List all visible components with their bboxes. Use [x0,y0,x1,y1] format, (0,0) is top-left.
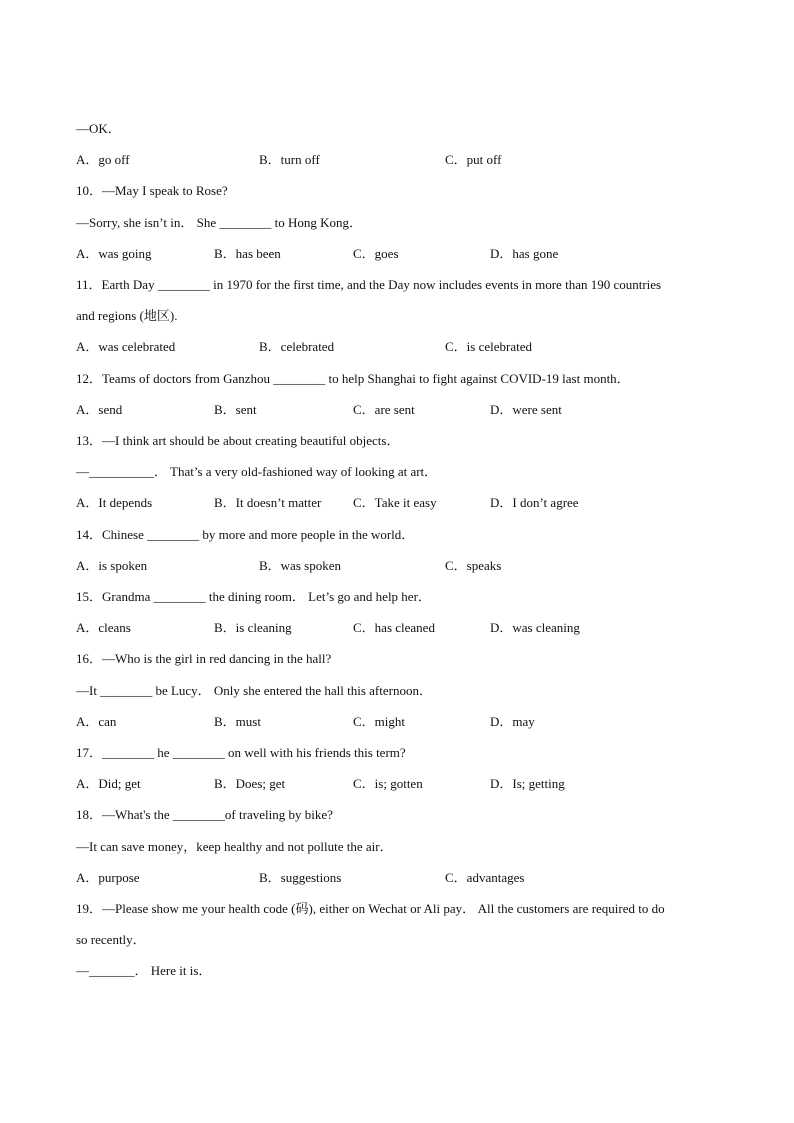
q12-option-b: B．sent [214,402,257,417]
q11-option-b: B．celebrated [259,339,335,354]
q12-option-a: A．send [76,402,123,417]
q16-answer-line: —It ________ be Lucy． Only she entered the hall this afternoon． [76,683,432,698]
q13-option-d: D．I don’t agree [490,495,579,510]
q15-question: 15．Grandma ________ the dining room． Let’s go and help her． [76,589,431,604]
q18-answer-line: —It can save money，keep healthy and not pollute the air． [76,839,393,854]
q12-question: 12．Teams of doctors from Ganzhou ________ to help Shanghai to fight against COVID-19 last month． [76,371,630,386]
q9-answer-line: —OK． [76,121,121,136]
q10-question: 10．—May I speak to Rose? [76,183,228,198]
q16-option-c: C．might [353,714,406,729]
q17-option-d: D．Is; getting [490,776,565,791]
q11-option-a: A．was celebrated [76,339,176,354]
q19-question-cont: so recently． [76,932,146,947]
q14-option-b: B．was spoken [259,558,341,573]
q18-option-b: B．suggestions [259,870,342,885]
q10-option-c: C．goes [353,246,399,261]
q13-question: 13．—I think art should be about creating beautiful objects． [76,433,400,448]
q10-answer-line: —Sorry, she isn’t in． She ________ to Hong Kong． [76,215,362,230]
q13-answer-line: —__________． That’s a very old-fashioned way of looking at art． [76,464,438,479]
q18-option-c: C．advantages [445,870,525,885]
q11-question: 11．Earth Day ________ in 1970 for the first time, and the Day now includes events in more than 190 countries [76,277,662,292]
q10-option-b: B．has been [214,246,281,261]
q15-option-a: A．cleans [76,620,131,635]
q12-option-c: C．are sent [353,402,415,417]
q16-option-b: B．must [214,714,261,729]
q11-question-cont: and regions (地区). [76,308,178,323]
q18-question: 18．—What's the ________of traveling by bike? [76,807,333,822]
q15-option-b: B．is cleaning [214,620,292,635]
q17-option-c: C．is; gotten [353,776,423,791]
q10-option-d: D．has gone [490,246,559,261]
q17-option-a: A．Did; get [76,776,141,791]
q17-option-b: B．Does; get [214,776,286,791]
q9-option-b: B．turn off [259,152,320,167]
q16-option-d: D．may [490,714,535,729]
q11-option-c: C．is celebrated [445,339,532,354]
q17-question: 17．________ he ________ on well with his friends this term? [76,745,406,760]
q13-option-a: A．It depends [76,495,153,510]
q9-option-c: C．put off [445,152,502,167]
q16-question: 16．—Who is the girl in red dancing in the hall? [76,651,332,666]
q16-option-a: A．can [76,714,117,729]
q14-option-c: C．speaks [445,558,502,573]
q12-option-d: D．were sent [490,402,562,417]
q13-option-c: C．Take it easy [353,495,437,510]
q9-option-a: A．go off [76,152,130,167]
q19-answer-line: —_______． Here it is． [76,963,212,978]
q13-option-b: B．It doesn’t matter [214,495,322,510]
q18-option-a: A．purpose [76,870,140,885]
q15-option-d: D．was cleaning [490,620,580,635]
q15-option-c: C．has cleaned [353,620,435,635]
q14-option-a: A．is spoken [76,558,148,573]
q19-question: 19．—Please show me your health code (码), either on Wechat or Ali pay． All the customers are required to do [76,901,665,916]
q10-option-a: A．was going [76,246,152,261]
q14-question: 14．Chinese ________ by more and more people in the world． [76,527,415,542]
